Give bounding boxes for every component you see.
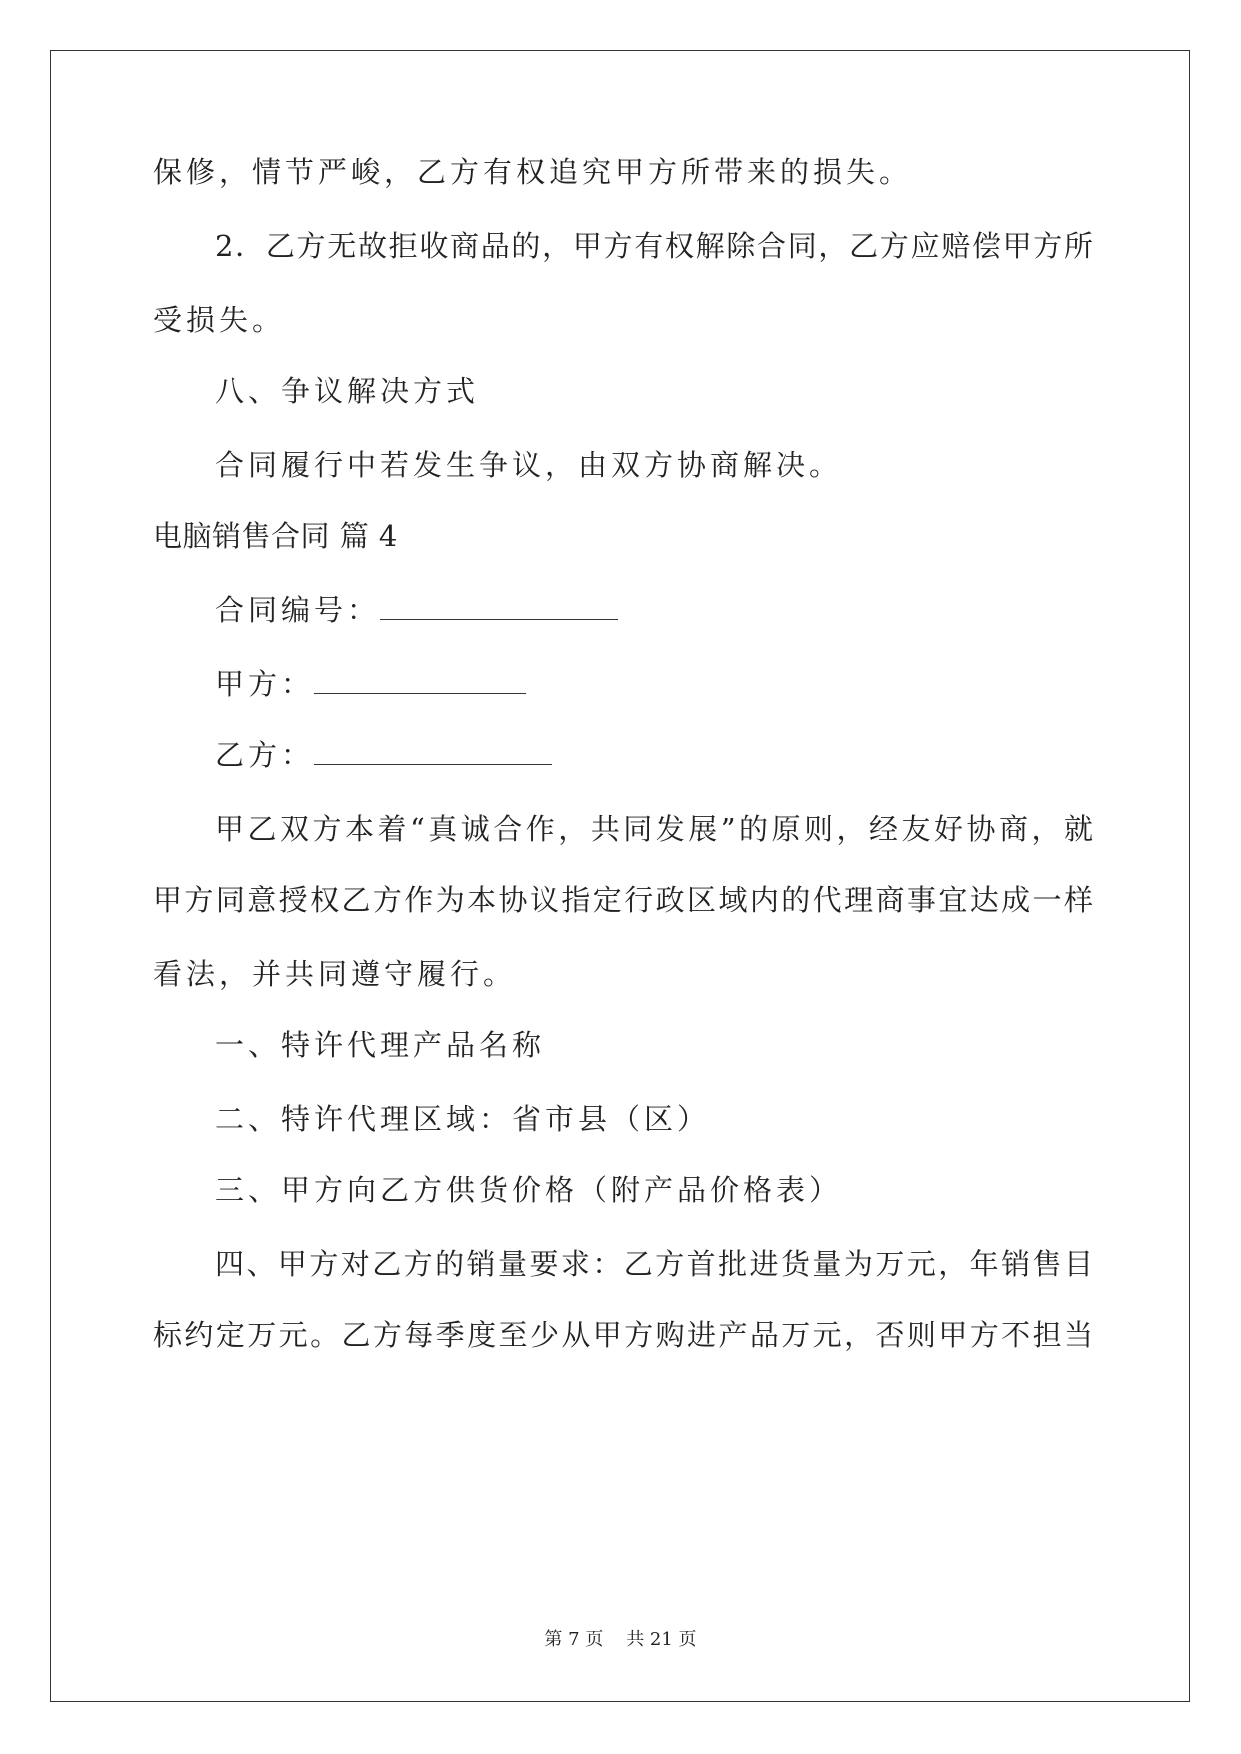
section-heading: 三、甲方向乙方供货价格（附产品价格表） — [215, 1173, 843, 1207]
party-b-label: 乙方： — [215, 738, 315, 772]
contract-number-blank — [380, 595, 618, 620]
page-footer — [0, 1628, 1241, 1652]
section-heading: 二、特许代理区域：省市县（区） — [215, 1102, 711, 1136]
party-a-label: 甲方： — [215, 667, 315, 701]
section-heading: 一、特许代理产品名称 — [215, 1028, 546, 1062]
section-heading: 八、争议解决方式 — [215, 374, 480, 408]
contract-number-label: 合同编号： — [215, 593, 381, 627]
contract-number-field — [215, 590, 618, 630]
paragraph-line: 保修，情节严峻，乙方有权追究甲方所带来的损失。 — [153, 155, 913, 189]
party-b-blank — [314, 740, 552, 765]
paragraph-line: 标约定万元。乙方每季度至少从甲方购进产品万元，否则甲方不担当 — [153, 1318, 1093, 1352]
party-a-blank — [314, 669, 526, 694]
page-number: 第 7 页 共 21 页 — [544, 1629, 697, 1650]
page-border — [50, 50, 1190, 1702]
party-a-field — [215, 664, 526, 704]
paragraph-line: 合同履行中若发生争议，由双方协商解决。 — [215, 448, 843, 482]
party-b-field — [215, 735, 552, 775]
paragraph-line: 2．乙方无故拒收商品的，甲方有权解除合同，乙方应赔偿甲方所 — [215, 229, 1093, 263]
paragraph-line: 甲方同意授权乙方作为本协议指定行政区域内的代理商事宜达成一样 — [153, 883, 1093, 917]
paragraph-line: 甲乙双方本着“真诚合作，共同发展”的原则，经友好协商，就 — [215, 812, 1093, 846]
section-title: 电脑销售合同 篇 4 — [153, 519, 398, 553]
section-heading: 四、甲方对乙方的销量要求：乙方首批进货量为万元，年销售目 — [215, 1247, 1093, 1281]
paragraph-line: 受损失。 — [153, 303, 286, 337]
paragraph-line: 看法，并共同遵守履行。 — [153, 957, 517, 991]
